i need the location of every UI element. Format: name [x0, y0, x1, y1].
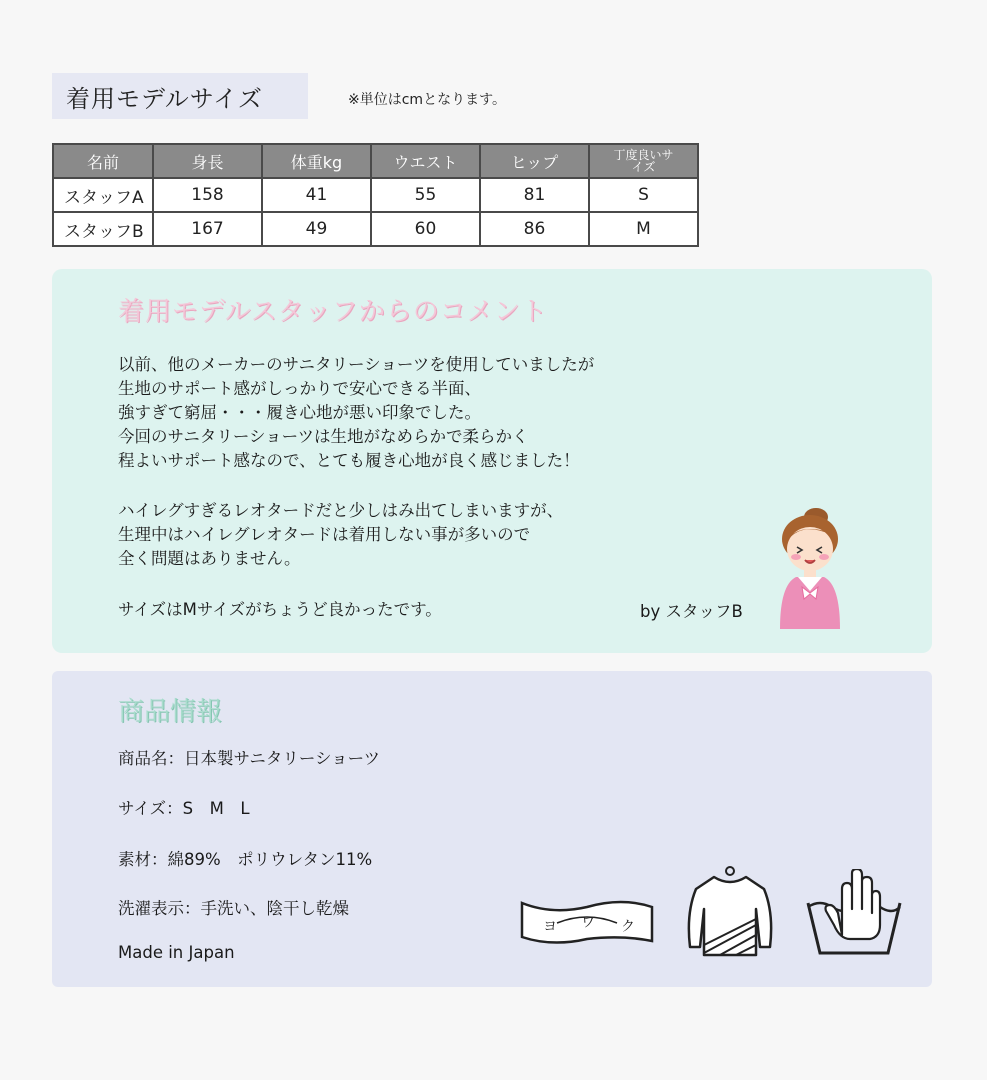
header-hip: ヒップ [480, 144, 589, 178]
product-name: 商品名：日本製サニタリーショーツ [118, 749, 381, 768]
table-row [53, 212, 698, 246]
product-material: 素材：綿89% ポリウレタン11% [118, 850, 373, 869]
table-header-row [53, 144, 698, 178]
cell-fit-size: M [589, 212, 698, 246]
header-fit-size [589, 144, 698, 178]
product-care: 洗濯表示：手洗い、陰干し乾燥 [118, 899, 349, 918]
comment-line: 強すぎて窮屈・・・履き心地が悪い印象でした。 [118, 403, 481, 422]
product-info-title: 商品情報 [118, 697, 223, 727]
header-fit-size-label: 丁度良いサイズ [613, 148, 674, 174]
comment-line: 全く問題はありません。 [118, 549, 301, 568]
comment-line: 以前、他のメーカーのサニタリーショーツを使用していましたが [118, 355, 595, 374]
product-sizes: サイズ：S M L [118, 799, 250, 818]
cell-fit-size: S [589, 178, 698, 212]
comment-line: 程よいサポート感なので、とても履き心地が良く感じました！ [118, 451, 580, 470]
cell-weight: 41 [262, 178, 371, 212]
comment-byline: by スタッフB [640, 602, 743, 621]
comment-paragraph-1 [118, 353, 594, 473]
comment-line: 生地のサポート感がしっかりで安心できる半面、 [118, 379, 481, 398]
cell-weight: 49 [262, 212, 371, 246]
table-row [53, 178, 698, 212]
cell-height: 167 [153, 212, 262, 246]
header-waist: ウエスト [371, 144, 480, 178]
comment-paragraph-2 [118, 499, 563, 571]
cell-waist: 55 [371, 178, 480, 212]
comment-line: ハイレグすぎるレオタードだと少しはみ出てしまいますが、 [118, 501, 564, 520]
product-origin: Made in Japan [118, 943, 235, 962]
header-height: 身長 [153, 144, 262, 178]
hand-wash-care-icon [804, 869, 904, 957]
model-size-title: 着用モデルサイズ [52, 73, 308, 119]
header-weight: 体重kg [262, 144, 371, 178]
cell-hip: 86 [480, 212, 589, 246]
comment-line: 今回のサニタリーショーツは生地がなめらかで柔らかく [118, 427, 529, 446]
dry-flat-care-icon [517, 893, 657, 949]
care-icon-char-2: ワ [581, 915, 595, 931]
cell-waist: 60 [371, 212, 480, 246]
comment-paragraph-3: サイズはMサイズがちょうど良かったです。 [118, 600, 442, 619]
model-size-table [52, 143, 699, 247]
staff-avatar-icon [772, 505, 848, 629]
product-info-panel [52, 671, 932, 987]
header-name: 名前 [53, 144, 153, 178]
shade-dry-care-icon [684, 863, 776, 959]
comment-title: 着用モデルスタッフからのコメント [118, 297, 548, 327]
staff-comment-panel [52, 269, 932, 653]
unit-note: ※単位はcmとなります。 [348, 92, 506, 108]
care-icon-char-1: ヨ [543, 919, 557, 935]
cell-height: 158 [153, 178, 262, 212]
cell-name: スタッフB [53, 212, 153, 246]
cell-name: スタッフA [53, 178, 153, 212]
care-icon-char-3: ク [621, 919, 635, 935]
comment-line: 生理中はハイレグレオタードは着用しない事が多いので [118, 525, 531, 544]
cell-hip: 81 [480, 178, 589, 212]
